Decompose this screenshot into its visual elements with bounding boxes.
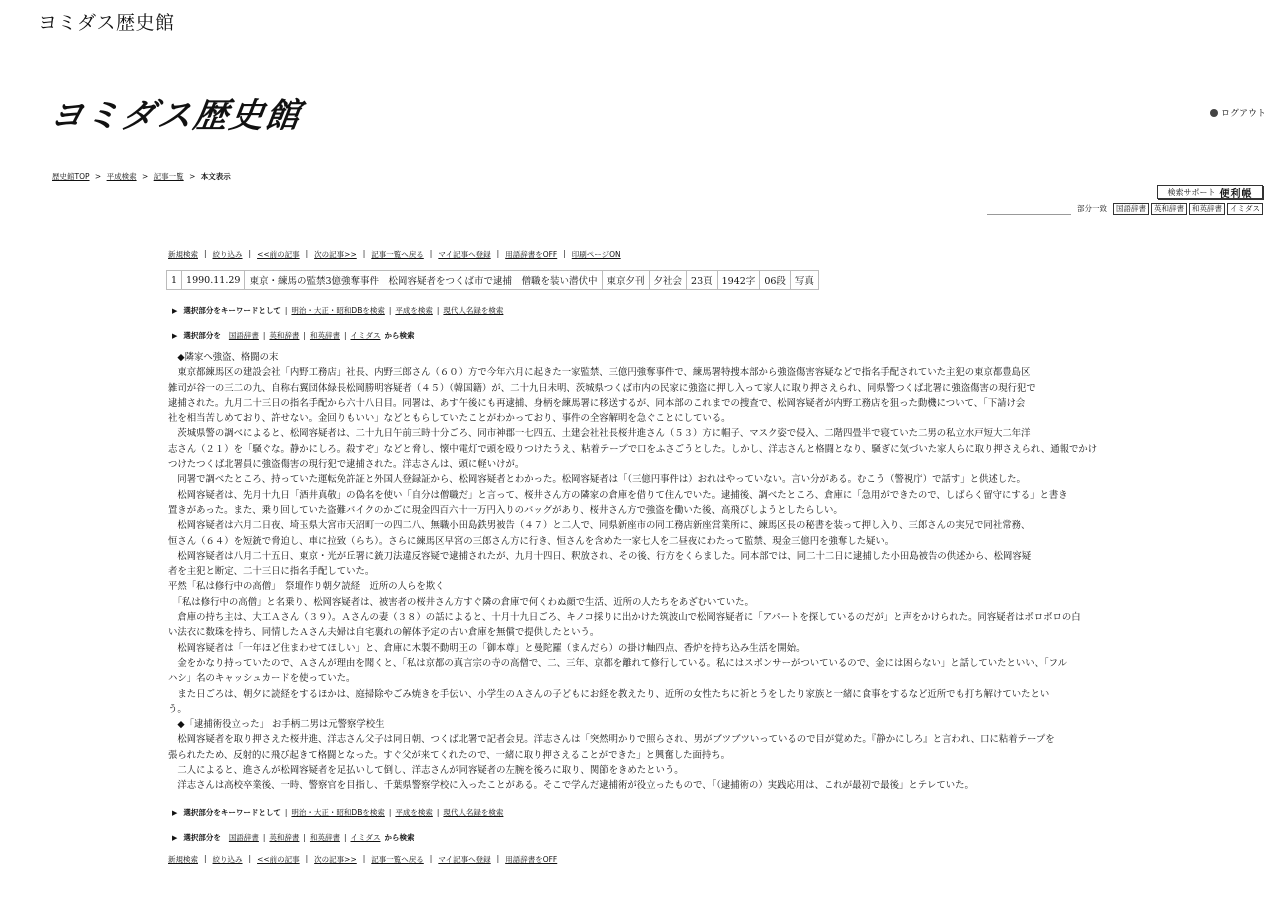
article-body — [168, 350, 1148, 794]
refine-link[interactable]: 絞り込み — [212, 250, 243, 259]
prev-article-link[interactable]: <<前の記事 — [257, 250, 300, 259]
glossary-off-link[interactable]: 用語辞書をOFF — [505, 250, 558, 259]
glossary-off-link[interactable]: 用語辞書をOFF — [505, 855, 558, 864]
info-section: 夕社会 — [649, 271, 687, 290]
article-line: 倉庫の持ち主は、大工Ａさん（３９）。Ａさんの妻（３８）の話によると、十月十九日ごろ、キノコ採りに出かけた筑波山で松岡容疑者に「アパートを探しているのだが」と声をかけられた。同容疑者はボロボロの白 — [168, 612, 1081, 624]
info-photo: 写真 — [790, 271, 818, 290]
logout-label: ログアウト — [1220, 109, 1266, 119]
keyword-tool-label: 選択部分をキーワードとして — [183, 306, 281, 315]
next-article-link[interactable]: 次の記事>> — [314, 855, 357, 864]
info-date: 1990.11.29 — [182, 271, 245, 290]
article-line: ◆隣家へ強盗、格闘の末 — [168, 352, 279, 363]
dictionary-search-input[interactable] — [987, 202, 1071, 215]
article-line: 張られたため、反射的に飛び起きて格闘となった。すぐ父が来てくれたので、一緒に取り押さえることができた」と興奮した面持ち。 — [168, 749, 730, 761]
dict-tool-waei-link[interactable]: 和英辞書 — [309, 833, 340, 842]
search-heisei-link[interactable]: 平成を検索 — [395, 808, 433, 817]
triangle-right-icon: ▶ — [172, 833, 178, 842]
article-line: つけたつくば北署員に強盗傷害の現行犯で逮捕された。洋志さんは、頭に軽いけが。 — [168, 459, 525, 471]
article-line: 置きがあった。また、乗り回していた盗難バイクのかごに現金四百六十一万円入りのバッグがあり、桜井さん方で強盗を働いた後、高飛びしようとしたらしい。 — [168, 504, 843, 516]
dict-tool-kokugo-link[interactable]: 国語辞書 — [228, 331, 259, 340]
article-line: 松岡容疑者は「一年ほど住まわせてほしい」と、倉庫に木製不動明王の「御本尊」と曼陀羅（まんだら）の掛け軸四点、香炉を持ち込み生活を開始。 — [168, 642, 806, 654]
info-number: 1 — [167, 271, 182, 290]
search-meiji-db-link[interactable]: 明治・大正・昭和DBを検索 — [291, 306, 385, 315]
triangle-right-icon: ▶ — [172, 808, 178, 817]
bottom-nav-bar: 新規検索 | 絞り込み | <<前の記事 | 次の記事>> | 記事一覧へ戻る | マイ記事へ登録 | 用語辞書をOFF — [168, 854, 558, 864]
refine-link[interactable]: 絞り込み — [212, 855, 243, 864]
search-people-link[interactable]: 現代人名録を検索 — [443, 306, 504, 315]
site-logo: ヨミダス歴史館 — [46, 96, 305, 136]
article-line: 「私は修行中の高僧」と名乗り、松岡容疑者は、被害者の桜井さん方すぐ隣の倉庫で何くわぬ顔で生活、近所の人たちをあざむいていた。 — [168, 596, 754, 608]
window-title: ヨミダス歴史館 — [38, 12, 175, 34]
support-big-label: 便利帳 — [1219, 188, 1253, 200]
dict-tool-imidas-link[interactable]: イミダス — [350, 331, 381, 340]
keyword-tool-label: 選択部分をキーワードとして — [183, 808, 281, 817]
info-edition: 東京夕刊 — [602, 271, 649, 290]
article-line: 東京都練馬区の建設会社「内野工務店」社長、内野三郎さん（６０）方で今年六月に起きた一家監禁、三億円強奪事件で、練馬署特捜本部から強盗傷害容疑などで指名手配されていた主犯の東京都豊島区 — [168, 367, 1031, 379]
breadcrumb-top[interactable]: 歴史館TOP — [52, 172, 90, 181]
info-columns: 06段 — [760, 271, 791, 290]
article-line: い法衣に数珠を持ち、同情したＡさん夫婦は自宅裏れの解体予定の古い倉庫を無償で提供したという。 — [168, 627, 600, 639]
dict-tool-eiwa-link[interactable]: 英和辞書 — [269, 331, 300, 340]
dict-tool-suffix: から検索 — [384, 331, 415, 340]
support-small-label: 検索サポート — [1167, 187, 1216, 197]
article-line: 茨城県警の調べによると、松岡容疑者は、二十九日午前三時十分ごろ、同市神郡一七四五、土建会社社長桜井進さん（５３）方に帽子、マスク姿で侵入、二階四畳半で寝ていた二男の私立水戸短大二年洋 — [168, 428, 1031, 440]
logout-link[interactable] — [1210, 106, 1266, 119]
back-to-list-link[interactable]: 記事一覧へ戻る — [371, 250, 424, 259]
dictionary-search-row — [987, 202, 1263, 215]
dict-tool-kokugo-link[interactable]: 国語辞書 — [228, 833, 259, 842]
dict-tool-eiwa-link[interactable]: 英和辞書 — [269, 833, 300, 842]
dict-tool-label: 選択部分を — [183, 331, 221, 340]
search-people-link[interactable]: 現代人名録を検索 — [443, 808, 504, 817]
dict-button-waei[interactable]: 和英辞書 — [1189, 203, 1225, 215]
save-my-article-link[interactable]: マイ記事へ登録 — [438, 250, 491, 259]
article-line: 松岡容疑者を取り押さえた桜井進、洋志さん父子は同日朝、つくば北署で記者会見。洋志さんは「突然明かりで照らされ、男がブツブツいっているので目が覚めた。『静かにしろ』と言われ、口に粘着テープを — [168, 734, 1055, 746]
table-row — [167, 271, 819, 290]
breadcrumb — [52, 171, 231, 182]
breadcrumb-list[interactable]: 記事一覧 — [153, 172, 184, 181]
article-line: 洋志さんは高校卒業後、一時、警察官を目指し、千葉県警察学校に入ったことがある。そこで学んだ逮捕術が役立ったもので、「（逮捕術の）実践応用は、これが最初で最後」とテレていた。 — [168, 780, 974, 792]
new-search-link[interactable]: 新規検索 — [168, 250, 198, 259]
breadcrumb-separator: > — [94, 172, 102, 181]
back-to-list-link[interactable]: 記事一覧へ戻る — [371, 855, 424, 864]
prev-article-link[interactable]: <<前の記事 — [257, 855, 300, 864]
article-line: 恒さん（６４）を短銃で脅迫し、車に拉致（らち）。さらに練馬区早宮の三郎さん方に行き、恒さんを含めた一家七人を二昼夜にわたって監禁、現金三億円を強奪した疑い。 — [168, 535, 895, 547]
save-my-article-link[interactable]: マイ記事へ登録 — [438, 855, 491, 864]
keyword-search-tool-bottom: ▶ 選択部分をキーワードとして | 明治・大正・昭和DBを検索 | 平成を検索 | 現代人名録を検索 — [172, 808, 504, 817]
search-meiji-db-link[interactable]: 明治・大正・昭和DBを検索 — [291, 808, 385, 817]
article-line: 松岡容疑者は六月二日夜、埼玉県大宮市天沼町一の四二八、無職小田島鉄男被告（４７）と二人で、同県新座市の同工務店新座営業所に、練馬区長の秘書を装って押し入り、三郎さんの実兄で同社常務、 — [168, 520, 1031, 532]
search-heisei-link[interactable]: 平成を検索 — [395, 306, 433, 315]
article-line: 松岡容疑者は、先月十九日「酒井真敬」の偽名を使い「自分は僧職だ」と言って、桜井さん方の隣家の倉庫を借りて住んでいた。逮捕後、調べたところ、倉庫に「急用ができたので、しばらく留守にする」と書き — [168, 489, 1068, 501]
article-line: 者を主犯と断定、二十三日に指名手配していた。 — [168, 566, 375, 578]
dict-button-eiwa[interactable]: 英和辞書 — [1151, 203, 1187, 215]
article-line: う。 — [168, 703, 187, 715]
article-line: 逮捕された。九月二十三日の指名手配から六十八日目。同署は、あす午後にも再逮捕、身柄を練馬署に移送するが、同本部のこれまでの捜査で、松岡容疑者が内野工務店を狙った動機について、「下請け会 — [168, 397, 1026, 409]
match-mode-label: 部分一致 — [1077, 204, 1107, 213]
breadcrumb-heisei[interactable]: 平成検索 — [106, 172, 137, 181]
article-line: 二人によると、進さんが松岡容疑者を足払いして倒し、洋志さんが同容疑者の左腕を後ろに取り、関節をきめたという。 — [168, 765, 684, 777]
top-nav-bar: 新規検索 | 絞り込み | <<前の記事 | 次の記事>> | 記事一覧へ戻る | マイ記事へ登録 | 用語辞書をOFF | 印刷ページON — [168, 249, 621, 259]
triangle-right-icon: ▶ — [172, 331, 178, 340]
dict-search-tool-bottom: ▶ 選択部分を 国語辞書 | 英和辞書 | 和英辞書 | イミダス から検索 — [172, 833, 415, 842]
info-chars: 1942字 — [717, 271, 760, 290]
info-headline: 東京・練馬の監禁3億強奪事件 松岡容疑者をつくば市で逮捕 僧職を装い潜伏中 — [245, 271, 602, 290]
dict-tool-suffix: から検索 — [384, 833, 415, 842]
triangle-right-icon: ▶ — [172, 306, 178, 315]
article-line: 雑司が谷一の三二の九、自称右翼団体緑長松岡勝明容疑者（４５）（韓国籍）が、二十九日未明、茨城県つくば市内の民家に強盗に押し入って家人に取り押さえられ、同県警つくば北署に強盗傷害の現行犯で — [168, 382, 1036, 394]
article-line: 金をかなり持っていたので、Ａさんが理由を聞くと、「私は京都の真言宗の寺の高僧で、二、三年、京都を離れて修行している。私にはスポンサーがついているので、金には困らない」と話していたといい、「フル — [168, 657, 1068, 669]
dict-tool-waei-link[interactable]: 和英辞書 — [309, 331, 340, 340]
dict-button-kokugo[interactable]: 国語辞書 — [1113, 203, 1149, 215]
article-line: 同署で調べたところ、持っていた運転免許証と外国人登録証から、松岡容疑者とわかった。松岡容疑者は「（三億円事件は）おれはやっていない。言い分がある。むこう（警視庁）で話す」と供述した。 — [168, 474, 1026, 486]
article-line: 平然「私は修行中の高僧」 祭壇作り朝夕読経 近所の人らを欺く — [168, 581, 445, 593]
article-line: 志さん（２１）を「騒ぐな。静かにしろ。殺すぞ」などと脅し、懐中電灯で頭を殴りつけたうえ、粘着テープで口をふさごうとした。しかし、洋志さんと格闘となり、騒ぎに気づいた家人らに取り押さえられ、通報でかけ — [168, 443, 1098, 455]
print-page-link[interactable]: 印刷ページON — [571, 250, 621, 259]
breadcrumb-current: 本文表示 — [200, 172, 231, 181]
next-article-link[interactable]: 次の記事>> — [314, 250, 357, 259]
article-line: 社を相当苦しめており、許せない。金回りもいい」などともらしていたことがわかっており、事件の全容解明を急ぐことにしている。 — [168, 413, 731, 425]
new-search-link[interactable]: 新規検索 — [168, 855, 198, 864]
search-support-button[interactable] — [1157, 185, 1263, 199]
article-line: また日ごろは、朝夕に読経をするほかは、庭掃除やごみ焼きを手伝い、小学生のＡさんの子どもにお経を教えたり、近所の女性たちに祈とうをしたり家族と一緒に食事をするなど近所でも打ち解けていたとい — [168, 688, 1050, 700]
logout-icon — [1210, 109, 1218, 117]
keyword-search-tool-top: ▶ 選択部分をキーワードとして | 明治・大正・昭和DBを検索 | 平成を検索 | 現代人名録を検索 — [172, 306, 504, 315]
breadcrumb-separator: > — [189, 172, 196, 181]
dict-tool-imidas-link[interactable]: イミダス — [350, 833, 381, 842]
article-line: 松岡容疑者は八月二十五日、東京・光が丘署に銃刀法違反容疑で逮捕されたが、九月十四日、釈放され、その後、行方をくらました。同本部では、同二十二日に逮捕した小田島被告の供述から、松岡容疑 — [168, 550, 1032, 562]
article-line: ◆「逮捕術役立った」 お手柄二男は元警察学校生 — [168, 719, 385, 731]
article-info-table — [166, 270, 819, 290]
breadcrumb-separator: > — [141, 172, 149, 181]
dict-button-imidas[interactable]: イミダス — [1227, 203, 1263, 215]
dict-tool-label: 選択部分を — [183, 833, 221, 842]
info-page: 23頁 — [687, 271, 718, 290]
dict-search-tool-top: ▶ 選択部分を 国語辞書 | 英和辞書 | 和英辞書 | イミダス から検索 — [172, 331, 415, 340]
article-line: ハシ」名のキャッシュカードを使っていた。 — [168, 673, 356, 685]
